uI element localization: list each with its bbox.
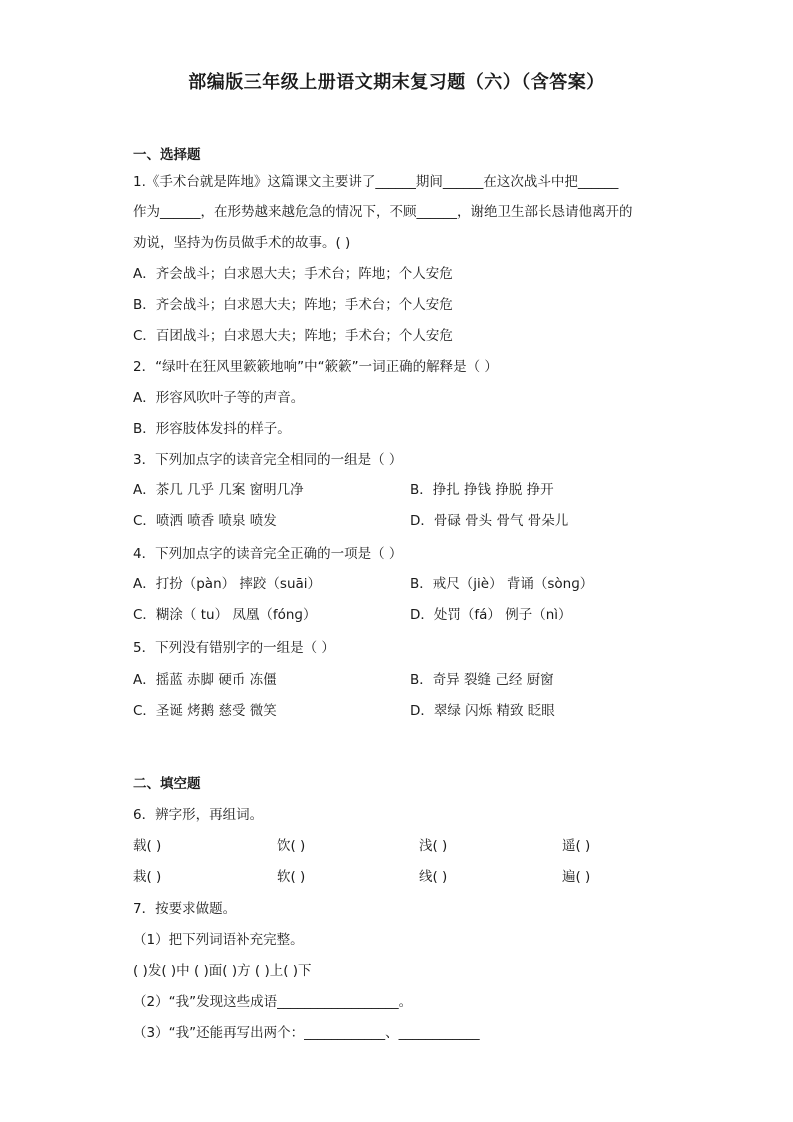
q7-part3: （3）“我”还能再写出两个：____________、____________	[133, 1025, 480, 1041]
q1-line1: 1.《手术台就是阵地》这篇课文主要讲了______期间______在这次战斗中把______	[133, 174, 619, 190]
q3-option-c: C．喷洒 喷香 喷泉 喷发	[133, 513, 277, 529]
q1-option-a: A．齐会战斗；白求恩大夫；手术台；阵地；个人安危	[133, 266, 453, 282]
q6-item: 浅( )	[419, 838, 448, 854]
q6-item: 遍( )	[562, 869, 591, 885]
q4-stem: 4．下列加点字的读音完全正确的一项是（ ）	[133, 546, 403, 562]
q7-part2: （2）“我”发现这些成语__________________。	[133, 994, 413, 1010]
q5-option-b: B．奇异 裂缝 己经 厨窗	[410, 672, 554, 688]
q7-part1: （1）把下列词语补充完整。	[133, 932, 304, 948]
q3-stem: 3．下列加点字的读音完全相同的一组是（ ）	[133, 452, 403, 468]
q1-option-c: C．百团战斗；白求恩大夫；阵地；手术台；个人安危	[133, 328, 453, 344]
section-heading-fill: 二、填空题	[133, 776, 201, 792]
q5-stem: 5．下列没有错别字的一组是（ ）	[133, 640, 335, 656]
q2-option-b: B．形容肢体发抖的样子。	[133, 421, 291, 437]
q6-item: 软( )	[277, 869, 306, 885]
q2-option-a: A．形容风吹叶子等的声音。	[133, 390, 305, 406]
q4-option-a: A．打扮（pàn） 摔跤（suāi）	[133, 576, 322, 592]
q3-option-b: B．挣扎 挣钱 挣脱 挣开	[410, 482, 554, 498]
q6-item: 载( )	[133, 838, 162, 854]
q6-stem: 6．辨字形，再组词。	[133, 807, 264, 823]
q7-part1-fill: ( )发( )中 ( )面( )方 ( )上( )下	[133, 963, 312, 979]
q4-option-b: B．戒尺（jiè） 背诵（sònɡ）	[410, 576, 594, 592]
q1-option-b: B．齐会战斗；白求恩大夫；阵地；手术台；个人安危	[133, 297, 453, 313]
q1-line3: 劝说，坚持为伤员做手术的故事。( )	[133, 235, 351, 251]
q6-item: 饮( )	[277, 838, 306, 854]
section-heading-choice: 一、选择题	[133, 147, 201, 163]
q6-item: 遥( )	[562, 838, 591, 854]
q6-item: 栽( )	[133, 869, 162, 885]
q3-option-d: D．骨碌 骨头 骨气 骨朵儿	[410, 513, 569, 529]
q3-option-a: A．茶几 几乎 几案 窗明几净	[133, 482, 304, 498]
page-title: 部编版三年级上册语文期末复习题（六）（含答案）	[188, 72, 605, 93]
q4-option-d: D．处罚（fá） 例子（nì）	[410, 607, 572, 623]
q6-item: 线( )	[419, 869, 448, 885]
q1-line2: 作为______，在形势越来越危急的情况下，不顾______，谢绝卫生部长恳请他离开的	[133, 204, 633, 220]
q7-stem: 7．按要求做题。	[133, 901, 237, 917]
q4-option-c: C．糊涂（ tu） 凤凰（fónɡ）	[133, 607, 317, 623]
q5-option-a: A．摇蓝 赤脚 硬币 冻僵	[133, 672, 277, 688]
q5-option-d: D．翠绿 闪烁 精致 眨眼	[410, 703, 555, 719]
q5-option-c: C．圣诞 烤鹅 慈受 微笑	[133, 703, 277, 719]
q2-stem: 2．“绿叶在狂风里簌簌地响”中“簌簌”一词正确的解释是（ ）	[133, 359, 498, 375]
